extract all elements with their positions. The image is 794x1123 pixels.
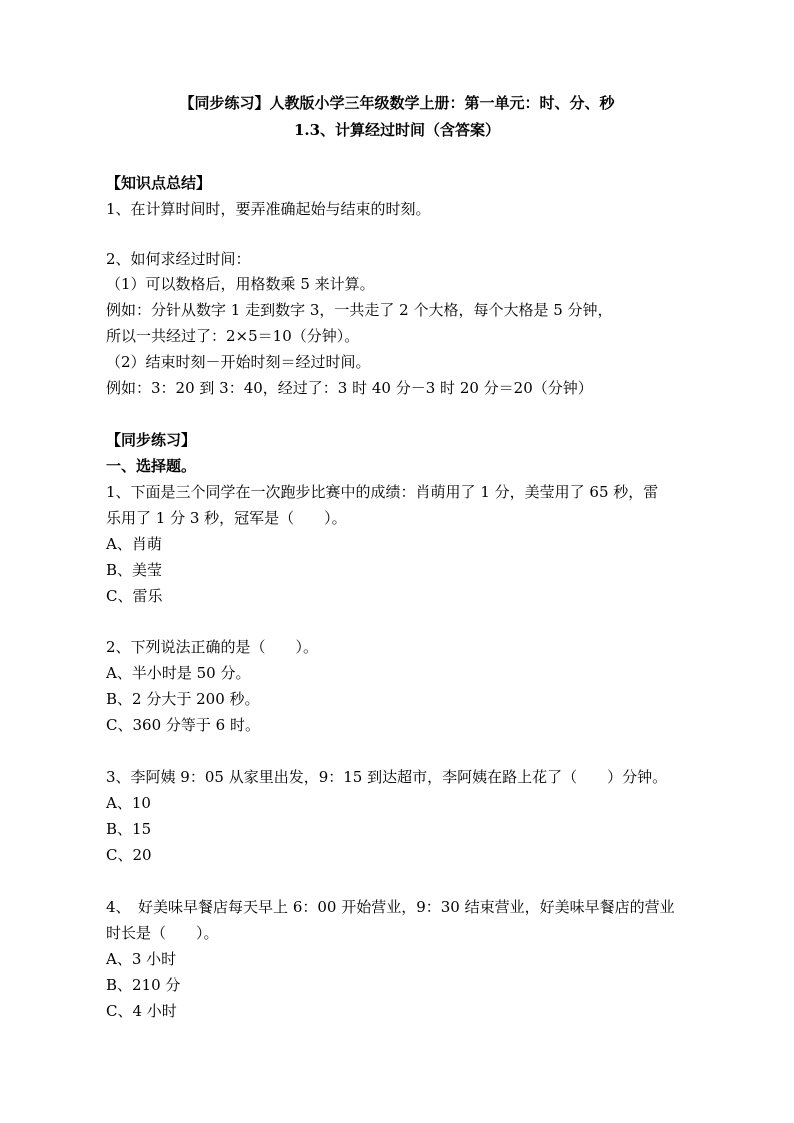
- question-1-option-c: C、雷乐: [106, 587, 163, 605]
- knowledge-method-1: （1）可以数格后，用格数乘 5 来计算。: [106, 275, 375, 293]
- question-4-option-c: C、4 小时: [106, 1002, 177, 1020]
- knowledge-example-1b: 所以一共经过了：2×5＝10（分钟）。: [106, 327, 360, 345]
- question-2-option-c: C、360 分等于 6 时。: [106, 716, 260, 734]
- question-1-stem-b: 乐用了 1 分 3 秒，冠军是（ ）。: [106, 509, 347, 527]
- question-3-stem: 3、李阿姨 9：05 从家里出发，9：15 到达超市，李阿姨在路上花了（ ）分钟。: [106, 768, 668, 786]
- title-line-1: 【同步练习】人教版小学三年级数学上册：第一单元：时、分、秒: [179, 94, 615, 112]
- question-2-option-a: A、半小时是 50 分。: [106, 664, 251, 682]
- question-3-option-a: A、10: [106, 794, 151, 812]
- knowledge-heading: 【知识点总结】: [106, 174, 212, 192]
- knowledge-example-2: 例如：3：20 到 3：40，经过了：3 时 40 分－3 时 20 分＝20（分钟）: [106, 379, 593, 397]
- question-4-stem-a: 4、 好美味早餐店每天早上 6：00 开始营业，9：30 结束营业，好美味早餐店的营业: [106, 898, 675, 916]
- question-2-stem: 2、下列说法正确的是（ ）。: [106, 638, 319, 656]
- title-line-2: 1.3、计算经过时间（含答案）: [293, 121, 501, 139]
- knowledge-method-2: （2）结束时刻－开始时刻＝经过时间。: [106, 353, 371, 371]
- knowledge-point-2: 2、如何求经过时间：: [106, 250, 251, 268]
- question-1-option-b: B、美莹: [106, 561, 163, 579]
- question-4-stem-b: 时长是（ ）。: [106, 924, 219, 942]
- question-4-option-b: B、210 分: [106, 976, 181, 994]
- practice-heading: 【同步练习】: [106, 431, 197, 449]
- question-1-option-a: A、肖萌: [106, 535, 162, 553]
- question-4-option-a: A、3 小时: [106, 950, 177, 968]
- knowledge-point-1: 1、在计算时间时，要弄准确起始与结束的时刻。: [106, 200, 431, 218]
- question-2-option-b: B、2 分大于 200 秒。: [106, 690, 260, 708]
- section-title: 一、选择题。: [106, 457, 197, 475]
- question-3-option-b: B、15: [106, 820, 152, 838]
- question-3-option-c: C、20: [106, 846, 152, 864]
- question-1-stem-a: 1、下面是三个同学在一次跑步比赛中的成绩：肖萌用了 1 分，美莹用了 65 秒，雷: [106, 483, 659, 501]
- knowledge-example-1a: 例如：分针从数字 1 走到数字 3，一共走了 2 个大格，每个大格是 5 分钟，: [106, 301, 613, 319]
